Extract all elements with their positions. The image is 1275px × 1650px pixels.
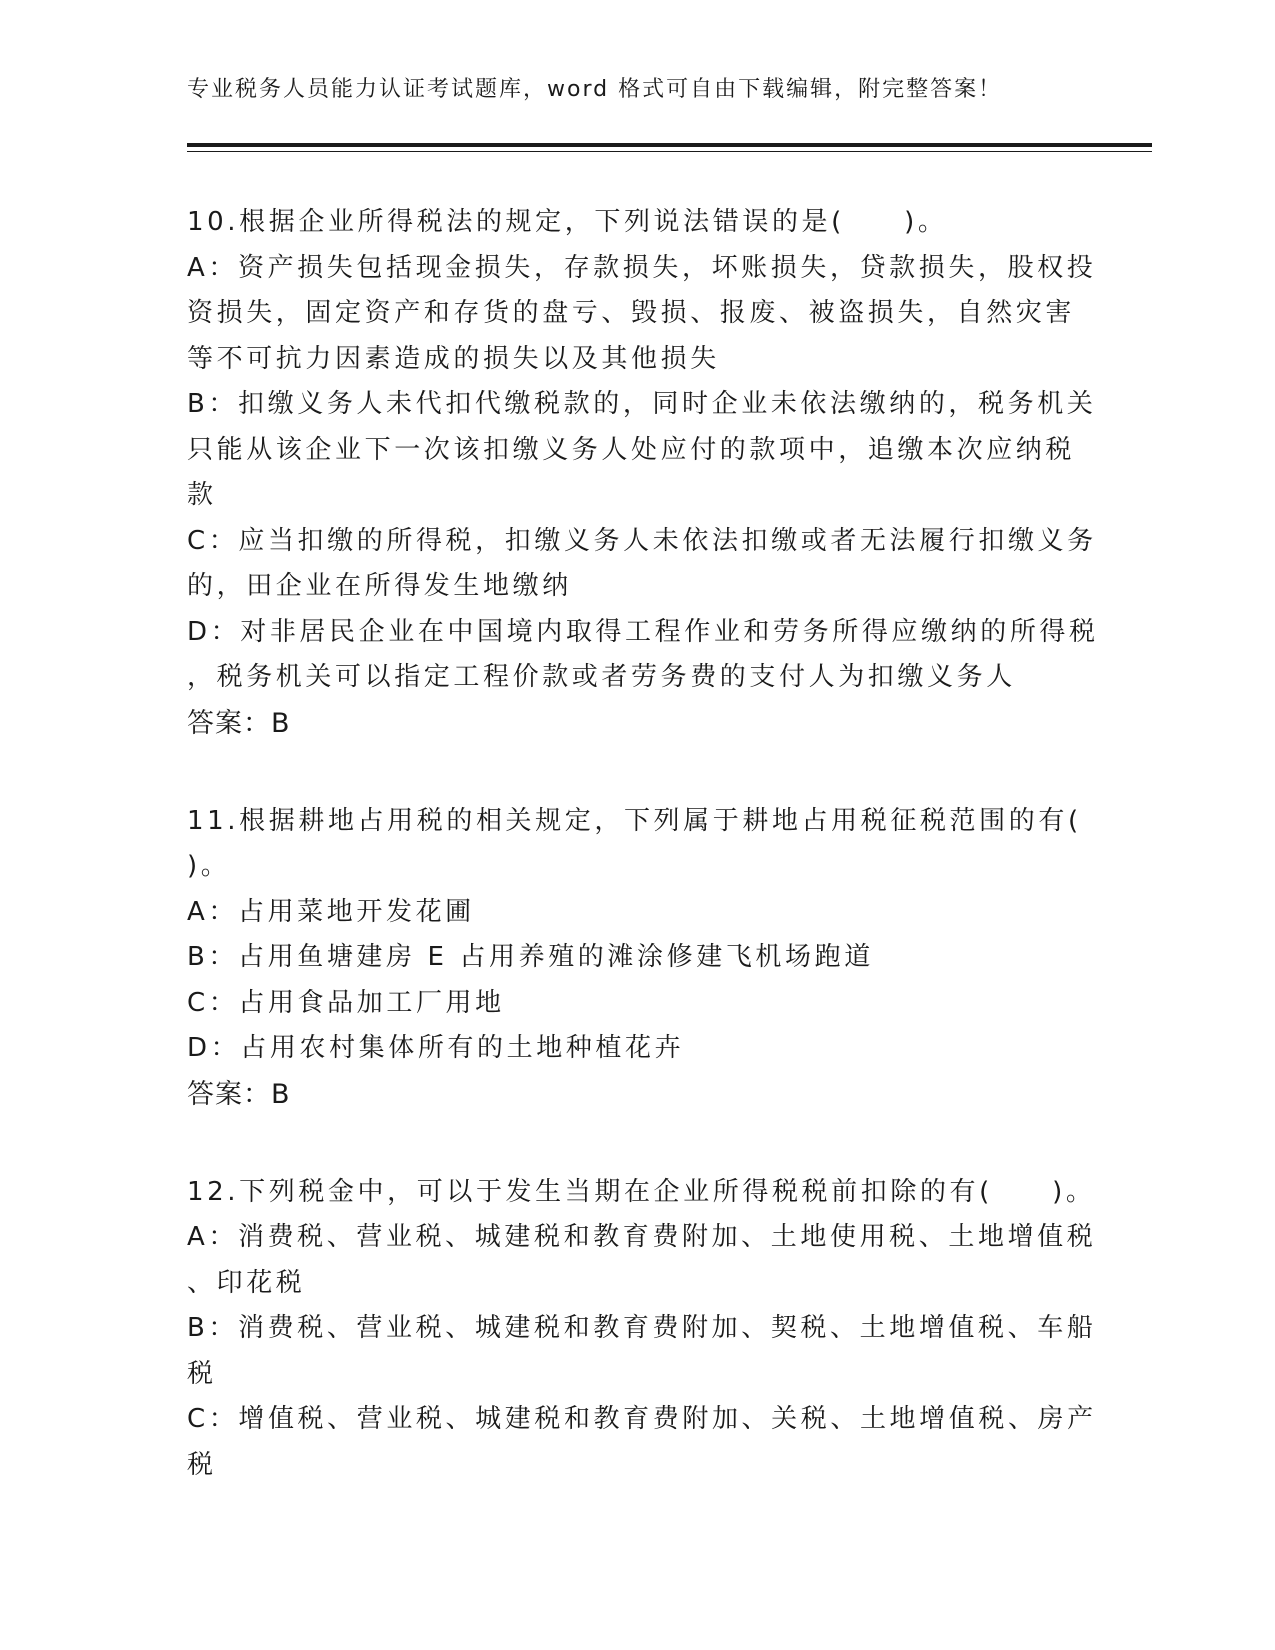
option-b-cont: 款 xyxy=(187,480,217,510)
page-header: 专业税务人员能力认证考试题库，word 格式可自由下载编辑，附完整答案！ xyxy=(187,77,1003,102)
header-rule-thin xyxy=(187,151,1152,152)
option-b-cont: 只能从该企业下一次该扣缴义务人处应付的款项中，追缴本次应纳税 xyxy=(187,434,1076,465)
question-12 xyxy=(187,1170,1097,1489)
option-c: C：占用食品加工厂用地 xyxy=(187,987,505,1018)
option-b: B：消费税、营业税、城建税和教育费附加、契税、土地增值税、车船 xyxy=(187,1313,1097,1343)
option-c: C：应当扣缴的所得税，扣缴义务人未依法扣缴或者无法履行扣缴义务 xyxy=(187,525,1097,556)
option-c: C：增值税、营业税、城建税和教育费附加、关税、土地增值税、房产 xyxy=(187,1404,1097,1434)
question-list xyxy=(187,200,1099,1540)
option-d: D：对非居民企业在中国境内取得工程作业和劳务所得应缴纳的所得税 xyxy=(187,616,1099,647)
option-b: B：扣缴义务人未代扣代缴税款的，同时企业未依法缴纳的，税务机关 xyxy=(187,389,1097,419)
answer-label: 答案：B xyxy=(187,707,291,739)
option-a: A：消费税、营业税、城建税和教育费附加、土地使用税、土地增值税 xyxy=(187,1222,1097,1252)
option-b-cont: 税 xyxy=(187,1358,217,1389)
question-text-cont: )。 xyxy=(187,851,231,881)
option-a: A：资产损失包括现金损失，存款损失，坏账损失，贷款损失，股权投 xyxy=(187,252,1097,283)
option-a-cont: 、印花税 xyxy=(187,1267,306,1298)
option-a: A：占用菜地开发花圃 xyxy=(187,896,475,927)
option-a-cont: 资损失，固定资产和存货的盘亏、毁损、报废、被盗损失，自然灾害 xyxy=(187,298,1076,328)
question-text: 10.根据企业所得税法的规定，下列说法错误的是( )。 xyxy=(187,207,948,237)
header-rule-thick xyxy=(187,143,1152,147)
option-c-cont: 税 xyxy=(187,1449,217,1480)
option-b: B：占用鱼塘建房 E 占用养殖的滩涂修建飞机场跑道 xyxy=(187,942,874,972)
answer-label: 答案：B xyxy=(187,1078,291,1110)
option-d-cont: ，税务机关可以指定工程价款或者劳务费的支付人为扣缴义务人 xyxy=(187,662,1016,692)
option-a-cont: 等不可抗力因素造成的损失以及其他损失 xyxy=(187,343,720,374)
option-d: D：占用农村集体所有的土地种植花卉 xyxy=(187,1033,685,1063)
option-c-cont: 的，田企业在所得发生地缴纳 xyxy=(187,571,572,601)
question-11 xyxy=(187,799,1087,1118)
question-text: 12.下列税金中，可以于发生当期在企业所得税税前扣除的有( )。 xyxy=(187,1176,1096,1207)
question-10 xyxy=(187,200,1099,747)
question-text: 11.根据耕地占用税的相关规定，下列属于耕地占用税征税范围的有( xyxy=(187,805,1082,836)
